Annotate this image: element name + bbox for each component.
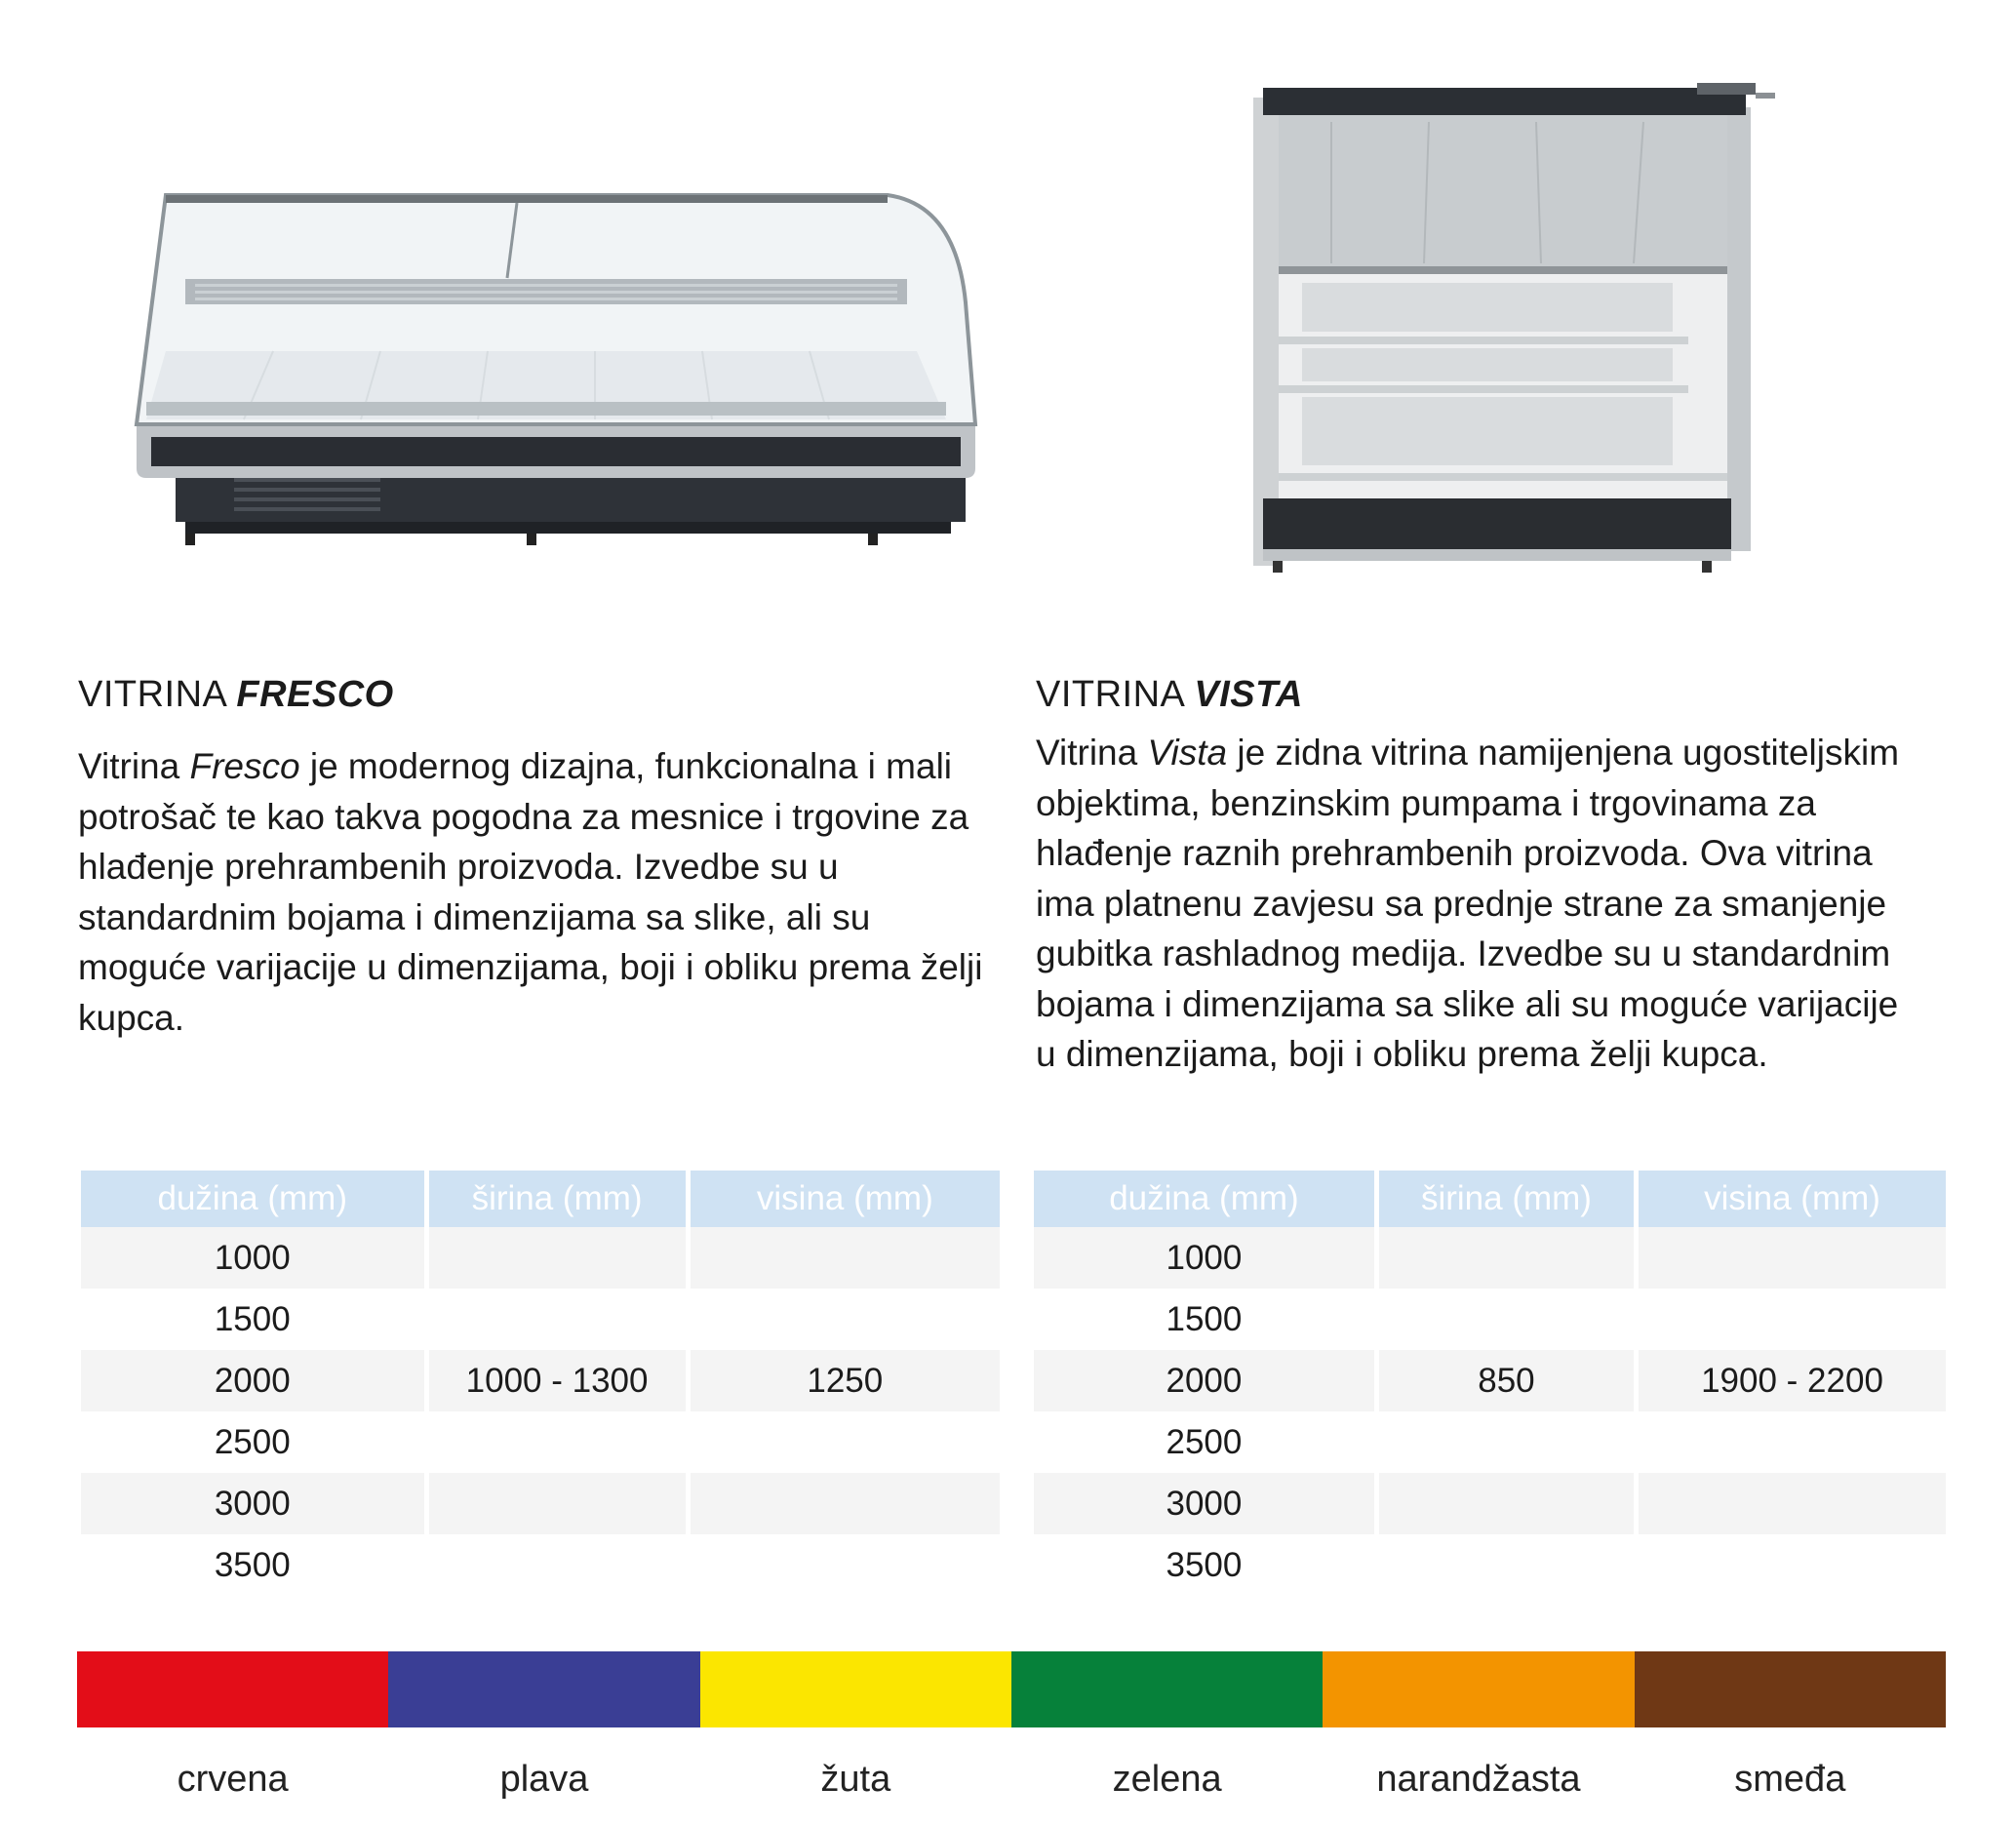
width-cell [1379,1411,1634,1473]
fresco-title-name: FRESCO [236,674,394,715]
color-swatch-orange [1323,1651,1634,1727]
width-cell [1379,1289,1634,1350]
color-swatch-brown [1635,1651,1946,1727]
table-row [81,1289,1000,1350]
vista-dimensions-table [1029,1171,1951,1596]
height-cell [691,1289,1000,1350]
table-row [81,1534,1000,1596]
length-cell: 1500 [214,1299,291,1338]
color-label: narandžasta [1376,1759,1581,1800]
color-swatch-green [1011,1651,1323,1727]
width-cell [1379,1534,1634,1596]
table-row [81,1350,1000,1411]
height-cell [691,1534,1000,1596]
height-cell [1639,1289,1946,1350]
column-header-width: širina (mm) [429,1171,686,1227]
fresco-desc-rest: je modernog dizajna, funkcionalna i mali potrošač te kao takva pogodna za mesnice i trgovine za hlađenje prehrambenih proizvoda. Izvedbe su u standardnim bojama i dimenzijama sa slike, ali su moguće varijacije u dimenzijama, boji i obliku prema želji kupca. [78,746,983,1038]
length-cell: 3000 [81,1473,424,1534]
column-header-height: visina (mm) [691,1171,1000,1227]
vista-title [1036,674,1303,716]
vista-title-prefix: VITRINA [1036,674,1184,715]
fresco-desc-start: Vitrina [78,746,180,786]
length-cell: 1000 [1034,1227,1374,1289]
fresco-title [78,674,394,716]
color-swatch-blue [388,1651,699,1727]
width-cell: 1000 - 1300 [429,1350,686,1411]
height-cell [691,1227,1000,1289]
length-cell: 3500 [214,1545,291,1584]
table-row [1034,1534,1946,1596]
table-row [1034,1289,1946,1350]
width-cell [429,1473,686,1534]
height-cell [1639,1227,1946,1289]
width-cell [1379,1473,1634,1534]
vista-desc-name: Vista [1147,733,1228,773]
color-label: smeđa [1734,1759,1846,1800]
length-cell: 3000 [1034,1473,1374,1534]
color-labels [77,1759,1946,1801]
height-cell [1639,1473,1946,1534]
width-cell [429,1289,686,1350]
fresco-description [78,741,1003,1043]
width-cell: 850 [1379,1350,1634,1411]
column-header-length: dužina (mm) [1034,1171,1374,1227]
length-cell: 1000 [81,1227,424,1289]
height-cell [1639,1534,1946,1596]
height-cell [691,1473,1000,1534]
table-row [81,1411,1000,1473]
color-swatch-red [77,1651,388,1727]
color-label: žuta [820,1759,891,1800]
length-cell: 1500 [1166,1299,1243,1338]
column-header-width: širina (mm) [1379,1171,1634,1227]
table-row [81,1227,1000,1289]
height-cell [1639,1411,1946,1473]
width-cell [429,1534,686,1596]
table-row [81,1473,1000,1534]
table-row [1034,1350,1946,1411]
color-label: crvena [177,1759,289,1800]
length-cell: 2500 [214,1422,291,1461]
vista-desc-rest: je zidna vitrina namijenjena ugostiteljskim objektima, benzinskim pumpama i trgovinama za hlađenje raznih prehrambenih proizvoda. Ova vitrina ima platnenu zavjesu sa prednje strane za smanjenje gubitka rashladnog medija. Izvedbe su u standardnim bojama i dimenzijama sa slike ali su moguće varijacije u dimenzijama, boji i obliku prema želji kupca. [1036,733,1900,1074]
color-swatch-yellow [700,1651,1011,1727]
length-cell: 3500 [1166,1545,1243,1584]
fresco-desc-name: Fresco [189,746,300,786]
color-swatch-bar [77,1651,1946,1727]
width-cell [1379,1227,1634,1289]
fresco-display-case-image [127,185,985,556]
width-cell [429,1411,686,1473]
length-cell: 2500 [1166,1422,1243,1461]
vista-title-name: VISTA [1194,674,1303,715]
vista-display-case-image [1244,83,1785,580]
width-cell [429,1227,686,1289]
column-header-length: dužina (mm) [81,1171,424,1227]
vista-description [1036,728,1914,1080]
color-label: zelena [1112,1759,1222,1800]
table-row [1034,1227,1946,1289]
length-cell: 2000 [81,1350,424,1411]
fresco-dimensions-table [76,1171,1005,1596]
height-cell: 1250 [691,1350,1000,1411]
color-label: plava [499,1759,589,1800]
fresco-title-prefix: VITRINA [78,674,226,715]
table-row [1034,1473,1946,1534]
vista-desc-start: Vitrina [1036,733,1138,773]
length-cell: 2000 [1034,1350,1374,1411]
table-row [1034,1411,1946,1473]
height-cell: 1900 - 2200 [1639,1350,1946,1411]
height-cell [691,1411,1000,1473]
column-header-height: visina (mm) [1639,1171,1946,1227]
